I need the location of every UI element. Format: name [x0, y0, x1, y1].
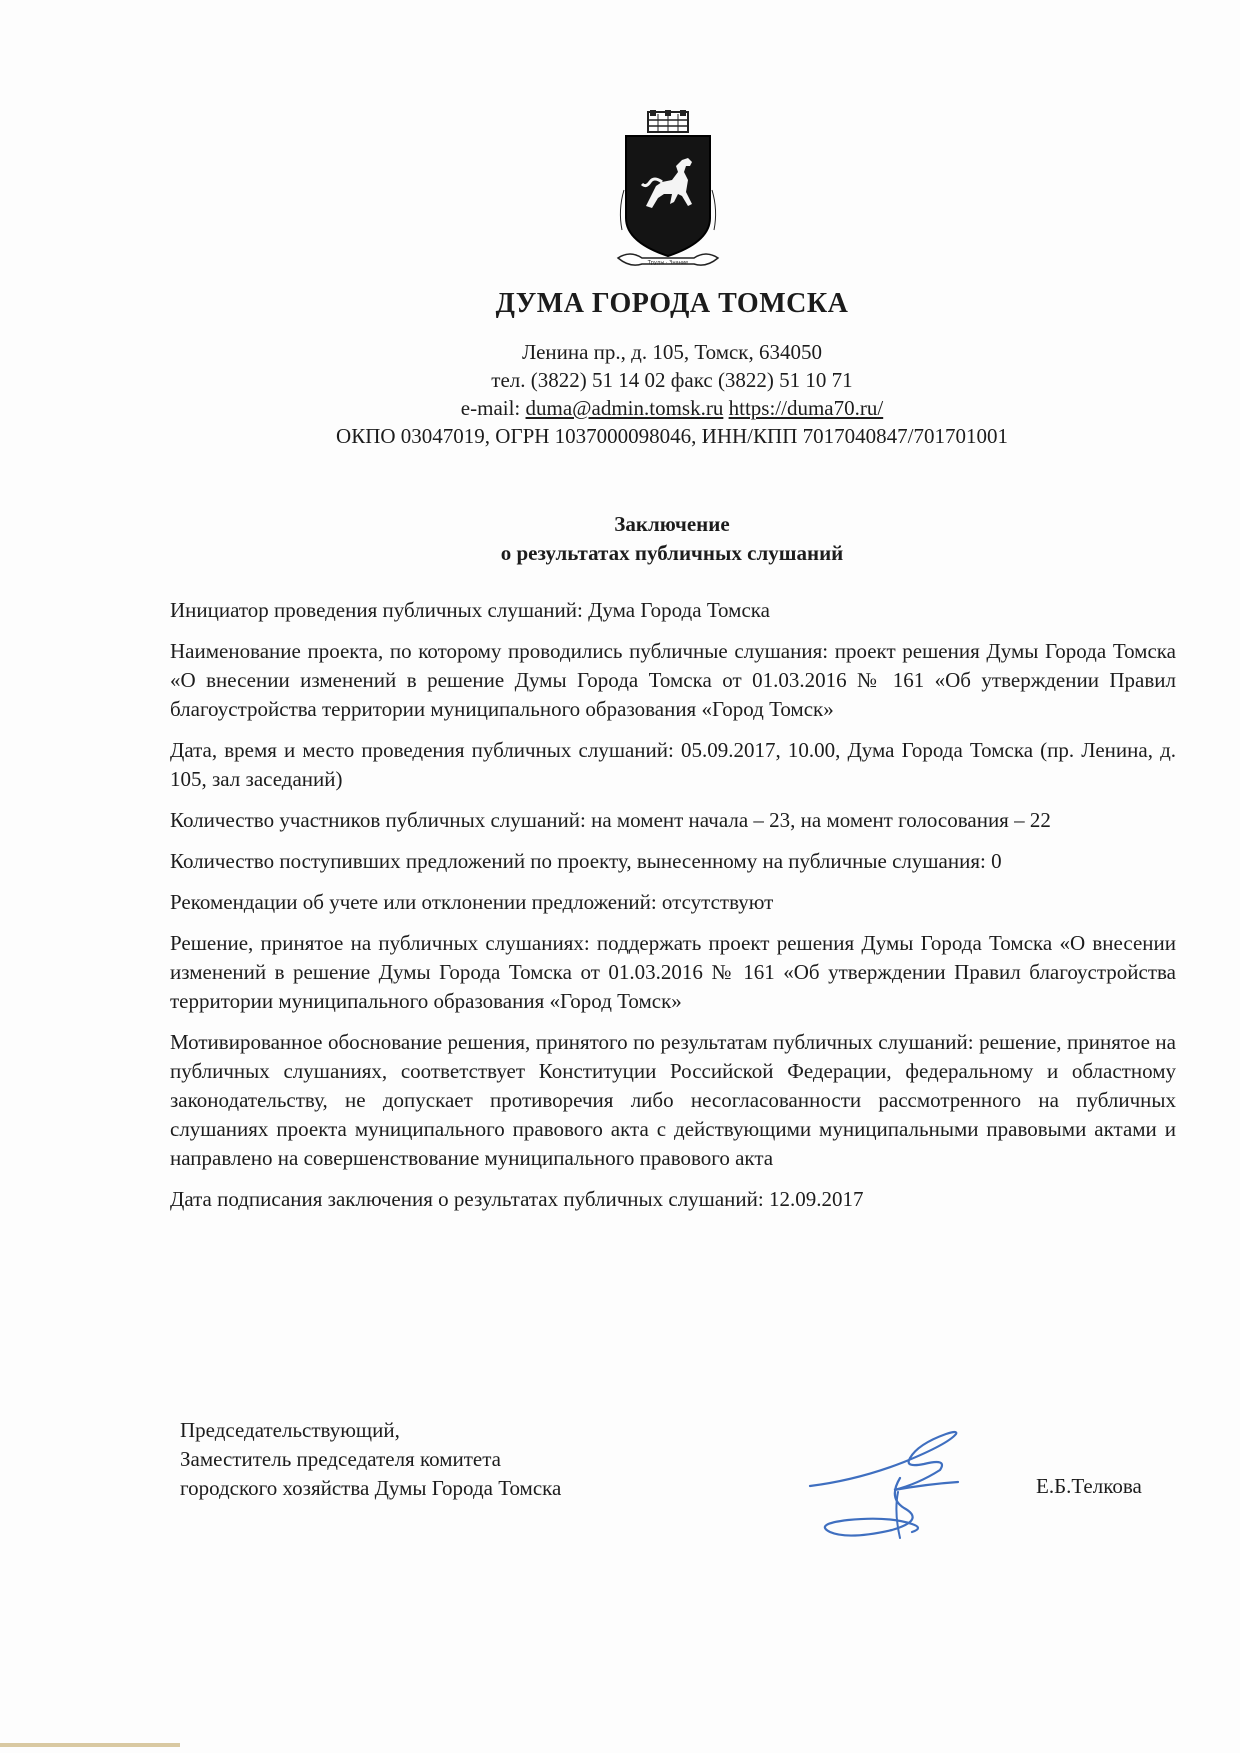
signing-date-paragraph: Дата подписания заключения о результатах публичных слушаний: 12.09.2017 — [170, 1187, 864, 1211]
scan-edge-divider — [0, 1743, 180, 1747]
title-line-1: Заключение — [614, 512, 730, 536]
date-place-paragraph: Дата, время и место проведения публичных слушаний: 05.09.2017, 10.00, Дума Города Томска (пр. Ленина, д. 105, зал заседаний) — [170, 738, 1176, 791]
handwritten-signature-icon — [808, 1428, 978, 1558]
proposals-paragraph: Количество поступивших предложений по проекту, вынесенному на публичные слушания: 0 — [170, 849, 1002, 873]
initiator-paragraph: Инициатор проведения публичных слушаний: Дума Города Томска — [170, 598, 770, 622]
contact-block — [0, 338, 1240, 450]
tomsk-coat-of-arms-icon — [616, 110, 720, 272]
role-line-1: Председательствующий, — [180, 1418, 400, 1442]
email-label: e-mail: — [460, 396, 521, 420]
email-link[interactable]: duma@admin.tomsk.ru — [525, 396, 724, 420]
decision-paragraph: Решение, принятое на публичных слушаниях: поддержать проект решения Думы Города Томска «О внесении изменений в решение Думы Города Томска от 01.03.2016 № 161 «Об утверждении Правил благоустройства территории муниципального образования «Город Томск» — [170, 931, 1176, 1013]
organization-name: ДУМА ГОРОДА ТОМСКА — [495, 288, 849, 319]
title-line-2: о результатах публичных слушаний — [500, 541, 844, 565]
participants-paragraph: Количество участников публичных слушаний: на момент начала – 23, на момент голосования – 22 — [170, 808, 1051, 832]
website-link[interactable]: https://duma70.ru/ — [728, 396, 884, 420]
justification-paragraph: Мотивированное обоснование решения, принятого по результатам публичных слушаний: решение, принятое на публичных слушаниях, соответствует Конституции Российской Федерации, федеральному и областному законодательству, не допускает противоречия либо несогласованности рассмотренного на публичных слушаниях проекта муниципального правового акта с действующими муниципальными правовыми актами и направлено на совершенствование муниципального правового акта — [170, 1030, 1176, 1170]
phone-line: тел. (3822) 51 14 02 факс (3822) 51 10 71 — [491, 368, 853, 392]
role-line-3: городского хозяйства Думы Города Томска — [180, 1476, 562, 1500]
crest-motto: Труды · Знание — [647, 260, 689, 266]
signer-name: Е.Б.Телкова — [1036, 1474, 1142, 1498]
role-line-2: Заместитель председателя комитета — [180, 1447, 501, 1471]
document-title — [0, 510, 1240, 568]
email-line — [0, 394, 1240, 422]
signatory-role — [180, 1416, 561, 1503]
project-name-paragraph: Наименование проекта, по которому проводились публичные слушания: проект решения Думы Города Томска «О внесении изменений в решение Думы Города Томска от 01.03.2016 № 161 «Об утверждении Правил благоустройства территории муниципального образования «Город Томск» — [170, 639, 1176, 721]
recommendations-paragraph: Рекомендации об учете или отклонении предложений: отсутствуют — [170, 890, 774, 914]
address-line: Ленина пр., д. 105, Томск, 634050 — [521, 340, 823, 364]
registry-line: ОКПО 03047019, ОГРН 1037000098046, ИНН/КПП 7017040847/701701001 — [336, 424, 1008, 448]
document-body — [170, 596, 1176, 1226]
